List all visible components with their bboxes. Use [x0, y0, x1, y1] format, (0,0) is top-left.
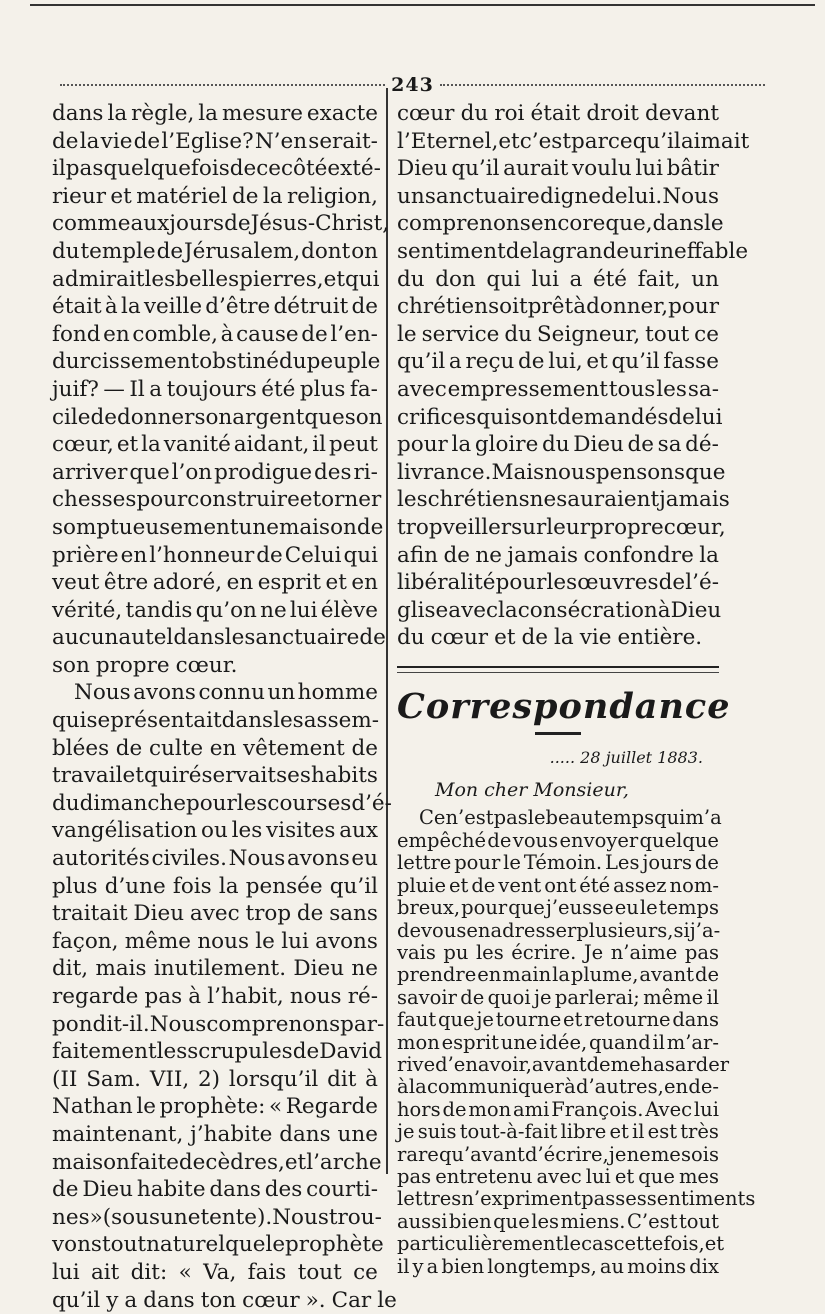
- right-column: [397, 100, 756, 1278]
- text-line: plus d’une fois la pensée qu’il: [52, 873, 378, 899]
- text-line: afin de ne jamais confondre la: [397, 542, 719, 568]
- text-line: vangélisation ou les visites aux: [52, 818, 378, 844]
- text-line: rare qu’avant d’écrire, je ne me sois: [397, 1142, 719, 1166]
- text-line: maintenant, j’habite dans une: [52, 1121, 378, 1147]
- column-divider: [386, 88, 388, 1174]
- text-line: avec empressement tous les sa-: [397, 376, 719, 402]
- text-line: maison faite de cèdres, et l’arche: [52, 1149, 382, 1175]
- text-line: chrétien soit prêt à donner, pour: [397, 294, 719, 320]
- text-line: cile de donner son argent que son: [52, 404, 383, 430]
- section-title: Correspondance: [397, 685, 731, 727]
- text-line: glise avec la consécration à Dieu: [397, 597, 722, 623]
- text-line: lui ait dit: « Va, fais tout ce: [52, 1259, 378, 1285]
- text-line: admirait les belles pierres, et qui: [52, 266, 380, 292]
- text-line: rieur et matériel de la religion,: [52, 183, 378, 209]
- text-line: aussi bien que les miens. C’est tout: [397, 1209, 719, 1233]
- text-line: comprenons encore que, dans le: [397, 211, 724, 237]
- top-border-rule: [30, 4, 815, 6]
- text-line: pondit-il. Nous comprenons par-: [52, 1011, 385, 1037]
- text-line: du cœur et de la vie entière.: [397, 625, 703, 651]
- section-separator-rule: [397, 666, 719, 673]
- text-line: cœur, et la vanité aidant, il peut: [52, 432, 378, 458]
- text-line: chesses pour construire et orner: [52, 487, 382, 513]
- text-line: qui se présentait dans les assem-: [52, 708, 379, 734]
- letter-date: ..... 28 juillet 1883.: [549, 748, 703, 768]
- text-line: fond en comble, à cause de l’en-: [52, 321, 378, 347]
- text-line: (II Sam. VII, 2) lorsqu’il dit à: [52, 1066, 378, 1092]
- title-underline: [535, 732, 581, 735]
- text-line: le service du Seigneur, tout ce: [397, 321, 719, 347]
- text-line: trop veiller sur leur propre cœur,: [397, 514, 726, 540]
- text-line: il y a bien longtemps, au moins dix: [397, 1254, 719, 1278]
- text-line: mon esprit une idée, quand il m’ar-: [397, 1030, 719, 1054]
- text-line: vais pu les écrire. Je n’aime pas: [397, 940, 719, 964]
- text-line: blées de culte en vêtement de: [52, 735, 378, 761]
- left-column: [52, 100, 397, 1314]
- text-line: Nathan le prophète: « Regarde: [52, 1094, 378, 1120]
- text-line: prière en l’honneur de Celui qui: [52, 542, 378, 568]
- text-line: pluie et de vent ont été assez nom-: [397, 873, 719, 897]
- text-line: lettres n’expriment pas ses sentiments: [397, 1187, 756, 1211]
- text-line: l’Eternel, et c’est parcequ’il aimait: [397, 128, 750, 154]
- text-line: hors de mon ami François. Avec lui: [397, 1097, 719, 1121]
- text-line: du dimanche pour les courses d’é-: [52, 790, 392, 816]
- text-line: arriver que l’on prodigue des ri-: [52, 459, 378, 485]
- text-line: était à la veille d’être détruit de: [52, 294, 378, 320]
- text-line: vérité, tandis qu’on ne lui élève: [52, 597, 378, 623]
- letter-body: [397, 806, 756, 1278]
- text-line: à la communiquer à d’autres, en de-: [397, 1075, 719, 1099]
- text-line: Ce n’est pas le beau temps qui m’a: [419, 806, 722, 830]
- text-line: breux, pour que j’eusse eu le temps: [397, 896, 719, 920]
- text-line: traitait Dieu avec trop de sans: [52, 901, 378, 927]
- text-line: de Dieu habite dans des courti-: [52, 1177, 378, 1203]
- text-line: de la vie de l’Eglise? N’en serait-: [52, 128, 378, 154]
- text-line: façon, même nous le lui avons: [52, 928, 378, 954]
- text-line: Nous avons connu un homme: [74, 680, 378, 706]
- text-line: somptueusement une maison de: [52, 514, 384, 540]
- text-line: il pas quelquefois de ce côté exté-: [52, 156, 381, 182]
- text-line: comme aux jours de Jésus-Christ,: [52, 211, 390, 237]
- text-line: rive d’en avoir, avant de me hasarder: [397, 1052, 730, 1076]
- text-line: de vous en adresser plusieurs, si j’a-: [397, 918, 721, 942]
- page-number: 243: [391, 74, 434, 96]
- text-line: du temple de Jérusalem, dont on: [52, 238, 378, 264]
- text-line: juif? — Il a toujours été plus fa-: [52, 376, 378, 402]
- text-line: libéralité pour les œuvres de l’é-: [397, 570, 719, 596]
- text-line: un sanctuaire digne de lui. Nous: [397, 183, 719, 209]
- text-line: crifices qui sont demandés de lui: [397, 404, 723, 430]
- text-line: autorités civiles. Nous avons eu: [52, 846, 378, 872]
- text-line: faitement les scrupules de David: [52, 1039, 383, 1065]
- text-line: du don qui lui a été fait, un: [397, 266, 719, 292]
- text-line: nes » (sous une tente). Nous trou-: [52, 1204, 382, 1230]
- text-line: veut être adoré, en esprit et en: [52, 570, 378, 596]
- text-line: vons tout naturel que le prophète: [52, 1232, 384, 1258]
- text-line: aucun autel dans le sanctuaire de: [52, 625, 386, 651]
- text-line: prendre en main la plume, avant de: [397, 963, 719, 987]
- letter-salutation: Mon cher Monsieur,: [435, 779, 629, 802]
- header-dotted-rule-right: [440, 84, 765, 86]
- text-line: lettre pour le Témoin. Les jours de: [397, 851, 719, 875]
- text-line: je suis tout-à-fait libre et il est très: [397, 1120, 719, 1144]
- text-line: durcissement obstiné du peuple: [52, 349, 381, 375]
- header-dotted-rule-left: [60, 84, 385, 86]
- right-column-text: [397, 100, 750, 652]
- text-line: savoir de quoi je parlerai; même il: [397, 985, 719, 1009]
- text-line: qu’il y a dans ton cœur ». Car le: [52, 1287, 397, 1313]
- text-line: Dieu qu’il aurait voulu lui bâtir: [397, 156, 719, 182]
- text-line: dans la règle, la mesure exacte: [52, 101, 378, 126]
- text-line: empêché de vous envoyer quelque: [397, 828, 719, 852]
- page-header: [60, 74, 765, 96]
- text-line: faut que je tourne et retourne dans: [397, 1008, 719, 1032]
- text-line: les chrétiens ne sauraient jamais: [397, 487, 730, 513]
- text-line: son propre cœur.: [52, 652, 238, 678]
- text-line: sentiment de la grandeur ineffable: [397, 238, 749, 264]
- text-line: dit, mais inutilement. Dieu ne: [52, 956, 378, 982]
- text-line: travail et qui réservait ses habits: [52, 763, 378, 789]
- text-line: pour la gloire du Dieu de sa dé-: [397, 432, 719, 458]
- text-line: particulièrement le cas cette fois, et: [397, 1232, 725, 1256]
- text-line: qu’il a reçu de lui, et qu’il fasse: [397, 349, 719, 375]
- text-line: regarde pas à l’habit, nous ré-: [52, 984, 378, 1009]
- text-line: livrance. Mais nous pensons que: [397, 459, 726, 485]
- text-line: pas entretenu avec lui et que mes: [397, 1164, 719, 1188]
- text-line: cœur du roi était droit devant: [397, 101, 719, 126]
